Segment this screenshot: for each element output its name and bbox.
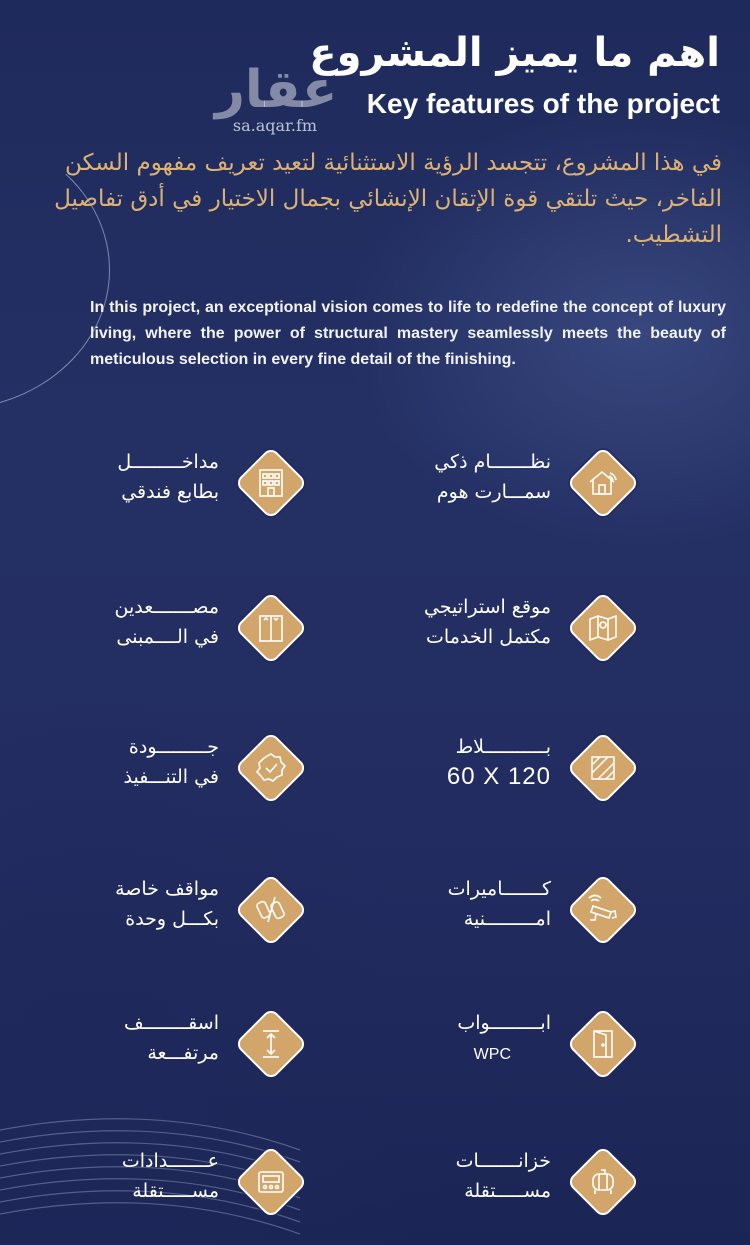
feature-quality (0, 728, 311, 828)
intro-arabic: في هذا المشروع، تتجسد الرؤية الاستثنائية لتعيد تعريف مفهوم السكن الفاخر، حيث تلتقي قوة الإتقان الإنشائي بجمال الاختيار في أدق تفاصيل التشطيب. (54, 150, 722, 248)
smart-home-icon (585, 465, 621, 501)
feature-line: مداخـــــــــل (117, 451, 219, 473)
feature-ceilings (0, 1004, 311, 1104)
feature-location (323, 588, 643, 688)
feature-line: جـــــــــودة (128, 736, 219, 758)
logo-wordmark: عقار (215, 60, 338, 120)
feature-line: بـــــــــــلاط (455, 736, 551, 758)
feature-line: مرتفـــعة (147, 1042, 219, 1064)
feature-tanks (323, 1142, 643, 1242)
tile-size-label: 60 X 120 (446, 763, 551, 790)
quality-badge-icon (253, 750, 289, 786)
elevator-icon (253, 610, 289, 646)
map-icon (585, 610, 621, 646)
feature-line: عـــــــدادات (121, 1150, 219, 1172)
feature-parking (0, 870, 311, 970)
feature-line: بكـــل وحدة (125, 908, 219, 930)
feature-line: في الــــمبنى (116, 626, 219, 648)
feature-meters (0, 1142, 311, 1242)
title-english: Key features of the project (366, 88, 720, 119)
feature-line: مواقف خاصة (115, 878, 219, 900)
feature-line: بطابع فندقي (121, 481, 219, 503)
building-icon (253, 465, 289, 501)
intro-english: In this project, an exceptional vision comes to life to redefine the concept of luxury living, where the power of structural mastery seamlessly meets the beauty of meticulous selection in every fine detail of the finishing. (90, 299, 726, 368)
door-material-label: WPC (473, 1046, 511, 1063)
feature-line: موقع استراتيجي (423, 596, 551, 618)
feature-doors (323, 1004, 643, 1104)
title-arabic: اهم ما يميز المشروع (309, 30, 720, 76)
feature-line: نظـــــــام ذكي (434, 451, 551, 473)
security-camera-icon (585, 892, 621, 928)
parking-cars-icon (253, 892, 289, 928)
door-icon (585, 1026, 621, 1062)
logo-url: sa.aqar.fm (232, 116, 318, 135)
feature-elevators (0, 588, 311, 688)
feature-line: ابـــــــــواب (457, 1012, 551, 1034)
feature-line: اسقــــــــف (123, 1012, 219, 1034)
ceiling-height-icon (253, 1026, 289, 1062)
water-tank-icon (585, 1164, 621, 1200)
feature-line: كـــــــاميرات (447, 878, 551, 900)
feature-hotel-entrances (0, 443, 311, 543)
feature-tiles (323, 728, 643, 828)
feature-line: في التنـــفيذ (123, 766, 219, 788)
feature-line: سمـــارت هوم (436, 481, 551, 503)
feature-line: مصـــــــعدين (114, 596, 219, 618)
feature-line: خزانـــــــات (455, 1150, 551, 1172)
feature-cameras (323, 870, 643, 970)
feature-line: مســـــتقلة (464, 1180, 551, 1202)
feature-line: مســـــتقلة (132, 1180, 219, 1202)
meter-icon (253, 1164, 289, 1200)
tiles-icon (585, 750, 621, 786)
feature-line: امـــــــــنية (463, 908, 551, 930)
feature-smart-home (323, 443, 643, 543)
feature-line: مكتمل الخدمات (426, 626, 551, 648)
